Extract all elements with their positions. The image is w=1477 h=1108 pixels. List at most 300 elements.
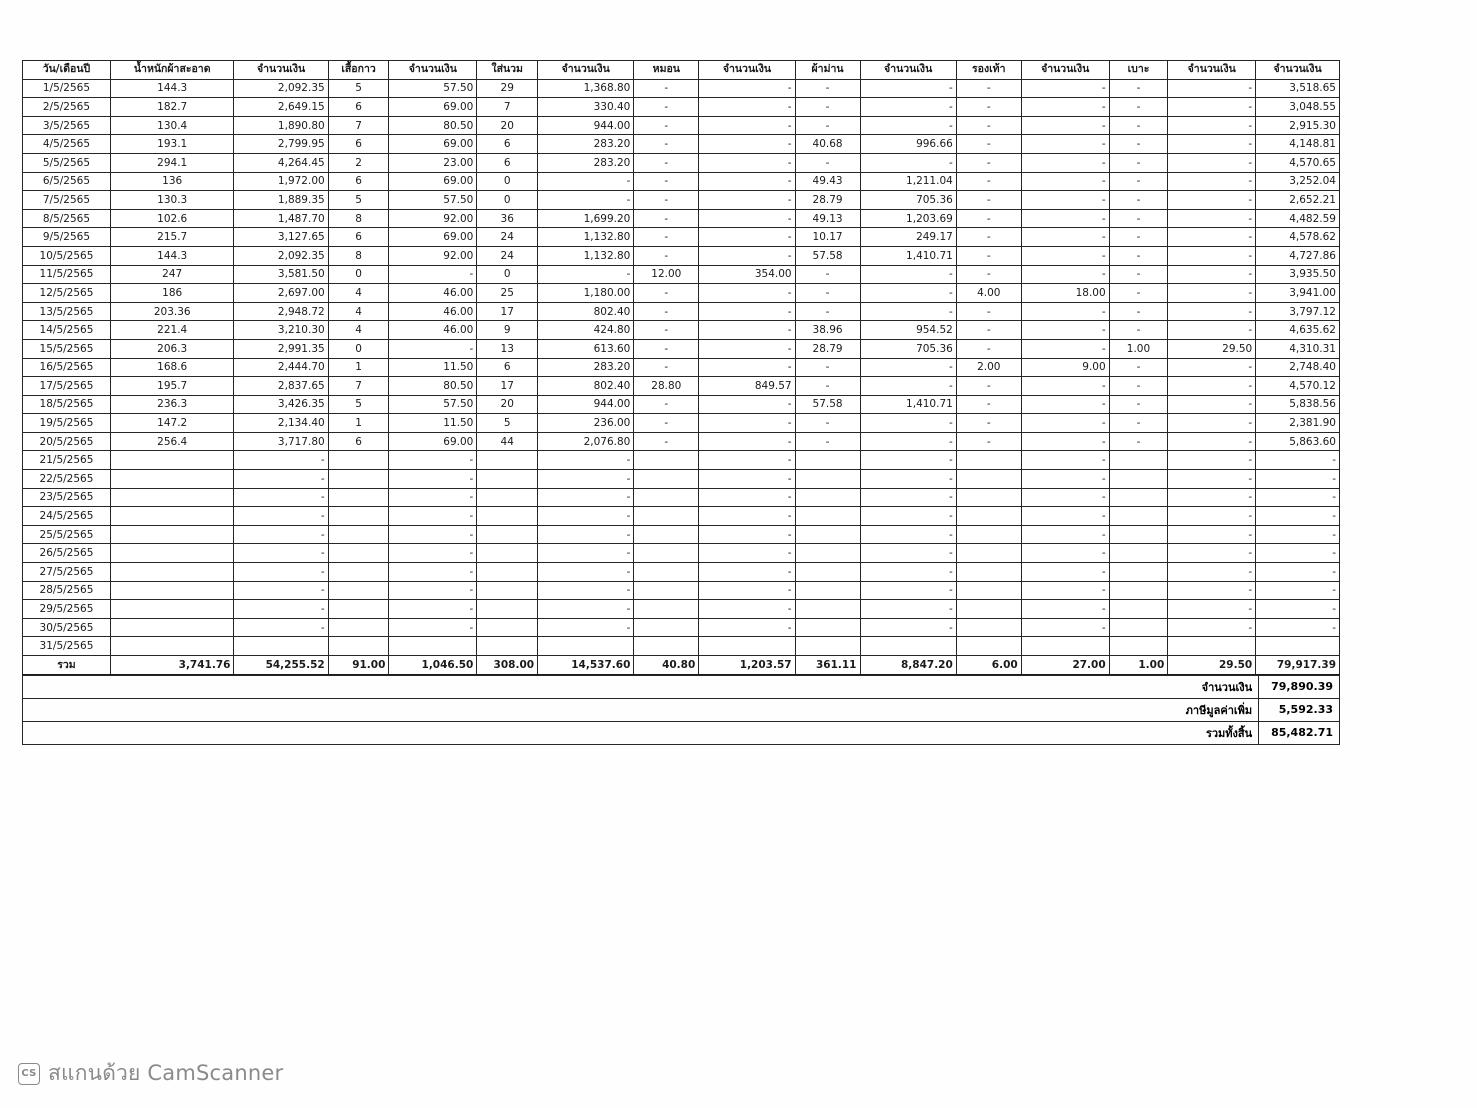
table-cell: - [956,377,1021,396]
table-cell [477,525,538,544]
table-cell [795,470,860,489]
table-cell: - [699,98,795,117]
row-date-cell: 15/5/2565 [23,339,111,358]
table-cell [795,563,860,582]
table-cell: 330.40 [538,98,634,117]
table-cell: 4,570.12 [1256,377,1340,396]
table-cell: - [1168,470,1256,489]
row-date-cell: 7/5/2565 [23,191,111,210]
table-cell: - [956,265,1021,284]
table-cell: - [860,451,956,470]
table-cell: 147.2 [110,414,234,433]
table-cell: - [860,470,956,489]
table-cell [1109,451,1168,470]
table-cell: 4 [328,284,389,303]
total-cell: 1.00 [1109,656,1168,675]
table-cell: - [699,507,795,526]
table-cell: - [538,618,634,637]
table-cell: - [1168,358,1256,377]
table-cell: 4,635.62 [1256,321,1340,340]
table-cell: - [956,246,1021,265]
table-cell [477,470,538,489]
table-cell: - [956,153,1021,172]
table-cell: 92.00 [389,246,477,265]
column-header: จำนวนเงิน [1021,61,1109,80]
table-cell: - [634,302,699,321]
table-cell: 57.50 [389,191,477,210]
table-cell: 2,652.21 [1256,191,1340,210]
table-cell: 2,134.40 [234,414,328,433]
table-row [23,302,1340,321]
table-cell: 849.57 [699,377,795,396]
total-cell: 1,046.50 [389,656,477,675]
table-cell: - [389,525,477,544]
table-row [23,246,1340,265]
table-cell: 24 [477,228,538,247]
table-cell: - [634,432,699,451]
table-cell: 69.00 [389,228,477,247]
table-cell: - [1021,246,1109,265]
table-cell: - [1168,153,1256,172]
table-header-row [23,61,1340,80]
table-cell: - [634,172,699,191]
table-cell: - [634,246,699,265]
table-cell: - [1168,228,1256,247]
table-cell [477,451,538,470]
table-cell [1109,525,1168,544]
table-cell [477,618,538,637]
camscanner-watermark [18,1057,283,1090]
table-cell: - [956,98,1021,117]
table-cell: - [956,395,1021,414]
table-cell: - [1021,116,1109,135]
table-cell: 28.79 [795,339,860,358]
table-cell: 1,132.80 [538,228,634,247]
table-row [23,284,1340,303]
table-cell: - [1021,525,1109,544]
table-cell: - [1168,618,1256,637]
table-cell: - [538,581,634,600]
column-header: จำนวนเงิน [1256,61,1340,80]
table-cell: 5 [328,79,389,98]
table-cell: 944.00 [538,395,634,414]
table-cell [1109,637,1168,656]
table-cell: 236.00 [538,414,634,433]
table-cell: 3,518.65 [1256,79,1340,98]
total-cell: 54,255.52 [234,656,328,675]
table-cell: - [795,377,860,396]
table-cell: 2,799.95 [234,135,328,154]
table-cell: 0 [328,339,389,358]
table-cell: - [1021,507,1109,526]
table-cell: - [1109,172,1168,191]
table-cell: - [634,321,699,340]
table-cell: - [795,265,860,284]
total-cell: 361.11 [795,656,860,675]
table-row [23,116,1340,135]
table-cell: 144.3 [110,246,234,265]
summary-label: ภาษีมูลค่าเพิ่ม [23,698,1259,721]
table-cell [634,451,699,470]
table-cell: 2,076.80 [538,432,634,451]
table-cell [956,600,1021,619]
table-cell: - [1168,488,1256,507]
table-cell: - [699,488,795,507]
table-cell: 6 [328,228,389,247]
table-cell: 1.00 [1109,339,1168,358]
table-cell: 944.00 [538,116,634,135]
table-cell: - [795,153,860,172]
table-row [23,135,1340,154]
table-cell: 6 [328,172,389,191]
table-cell: 4,148.81 [1256,135,1340,154]
total-cell: 79,917.39 [1256,656,1340,675]
table-cell: 57.58 [795,395,860,414]
table-cell: 6 [477,358,538,377]
table-cell: 0 [328,265,389,284]
table-cell: - [1021,488,1109,507]
table-cell: - [699,116,795,135]
table-cell: - [1109,228,1168,247]
column-header: เบาะ [1109,61,1168,80]
table-cell: - [699,209,795,228]
table-cell: - [634,209,699,228]
table-cell: - [389,507,477,526]
table-cell: - [1021,600,1109,619]
table-cell: - [538,470,634,489]
table-row [23,637,1340,656]
table-cell: - [1168,432,1256,451]
table-cell: 182.7 [110,98,234,117]
column-header: วัน/เดือนปี [23,61,111,80]
table-cell: - [1256,600,1340,619]
table-cell: - [1168,563,1256,582]
table-cell: 1,410.71 [860,246,956,265]
table-row [23,377,1340,396]
table-cell: - [699,246,795,265]
table-cell: 24 [477,246,538,265]
table-cell: - [795,284,860,303]
table-cell: - [389,451,477,470]
table-cell [956,618,1021,637]
summary-row [23,698,1340,721]
table-cell [234,637,328,656]
table-cell: 193.1 [110,135,234,154]
table-cell: - [795,79,860,98]
table-cell: - [1256,563,1340,582]
table-cell: 4,727.86 [1256,246,1340,265]
table-cell [795,507,860,526]
table-cell: 2,092.35 [234,246,328,265]
table-cell: - [1168,302,1256,321]
table-cell: - [234,525,328,544]
table-cell: 10.17 [795,228,860,247]
table-cell: - [1168,116,1256,135]
table-cell: - [860,153,956,172]
table-row [23,358,1340,377]
table-cell [110,544,234,563]
table-cell: 4,310.31 [1256,339,1340,358]
table-cell: 2,991.35 [234,339,328,358]
table-cell: - [956,191,1021,210]
table-cell: 5,838.56 [1256,395,1340,414]
table-cell: - [860,414,956,433]
table-cell: - [1109,98,1168,117]
table-cell: 102.6 [110,209,234,228]
table-cell: - [234,618,328,637]
table-row [23,191,1340,210]
table-cell [110,618,234,637]
table-cell: - [1109,302,1168,321]
table-row [23,414,1340,433]
table-cell: - [538,563,634,582]
table-cell: - [956,228,1021,247]
row-date-cell: 6/5/2565 [23,172,111,191]
table-cell: - [1021,414,1109,433]
row-date-cell: 20/5/2565 [23,432,111,451]
table-cell: - [795,116,860,135]
table-cell [389,637,477,656]
table-cell: 57.50 [389,395,477,414]
table-cell: - [956,172,1021,191]
table-cell [634,488,699,507]
table-cell: 954.52 [860,321,956,340]
table-cell: 6 [328,432,389,451]
table-cell: - [1109,321,1168,340]
row-date-cell: 28/5/2565 [23,581,111,600]
column-header: จำนวนเงิน [389,61,477,80]
column-header: หมอน [634,61,699,80]
table-cell: - [1168,265,1256,284]
table-cell: 236.3 [110,395,234,414]
table-cell: 36 [477,209,538,228]
table-cell [956,581,1021,600]
table-cell: - [1021,581,1109,600]
table-cell: - [1021,265,1109,284]
row-date-cell: 31/5/2565 [23,637,111,656]
table-cell: 802.40 [538,302,634,321]
table-cell: - [1168,246,1256,265]
row-date-cell: 9/5/2565 [23,228,111,247]
table-cell: 283.20 [538,135,634,154]
table-cell: - [1021,172,1109,191]
table-cell: 7 [477,98,538,117]
table-cell: - [699,414,795,433]
table-cell: 7 [328,377,389,396]
table-cell: - [634,135,699,154]
table-cell: 2,837.65 [234,377,328,396]
summary-value: 5,592.33 [1259,698,1340,721]
table-cell: 18.00 [1021,284,1109,303]
table-cell [110,507,234,526]
table-cell: 6 [477,135,538,154]
table-cell: 705.36 [860,339,956,358]
table-row [23,98,1340,117]
table-cell: 3,935.50 [1256,265,1340,284]
table-cell: 29 [477,79,538,98]
table-cell [634,563,699,582]
table-cell: 4,578.62 [1256,228,1340,247]
table-cell: - [860,302,956,321]
summary-value: 79,890.39 [1259,675,1340,698]
table-cell: 1,487.70 [234,209,328,228]
table-cell: - [538,488,634,507]
column-header: น้ำหนักผ้าสะอาด [110,61,234,80]
column-header: จำนวนเงิน [860,61,956,80]
table-cell [110,563,234,582]
table-cell: - [1168,395,1256,414]
table-cell [477,488,538,507]
table-cell: - [1021,432,1109,451]
table-cell: - [234,451,328,470]
column-header: จำนวนเงิน [234,61,328,80]
table-cell: - [1168,79,1256,98]
table-cell: 46.00 [389,302,477,321]
table-row [23,563,1340,582]
table-row [23,507,1340,526]
table-cell: - [634,228,699,247]
table-cell: - [389,563,477,582]
row-date-cell: 10/5/2565 [23,246,111,265]
table-cell: - [956,302,1021,321]
table-cell [1109,581,1168,600]
table-cell: - [634,191,699,210]
table-cell: - [538,265,634,284]
table-cell: 5 [477,414,538,433]
table-cell: - [1168,172,1256,191]
table-cell: - [795,358,860,377]
table-cell: - [699,395,795,414]
row-date-cell: 21/5/2565 [23,451,111,470]
table-cell: - [1168,284,1256,303]
table-cell: - [795,414,860,433]
table-cell [538,637,634,656]
table-cell: - [538,451,634,470]
table-row [23,488,1340,507]
table-cell [1109,600,1168,619]
table-cell [795,637,860,656]
table-cell: 5 [328,191,389,210]
row-date-cell: 11/5/2565 [23,265,111,284]
table-cell [1109,507,1168,526]
table-cell: - [538,544,634,563]
table-cell: 57.50 [389,79,477,98]
table-cell [110,581,234,600]
total-cell: 91.00 [328,656,389,675]
table-cell: - [1109,79,1168,98]
table-cell: - [634,153,699,172]
table-cell: 2,948.72 [234,302,328,321]
table-cell: 294.1 [110,153,234,172]
table-cell: - [1109,116,1168,135]
table-cell: 11.50 [389,358,477,377]
table-cell: 1,410.71 [860,395,956,414]
table-cell [795,488,860,507]
table-cell: - [860,525,956,544]
table-cell: 44 [477,432,538,451]
table-cell: - [1168,581,1256,600]
column-header: ผ้าม่าน [795,61,860,80]
table-cell: - [1021,339,1109,358]
table-cell: - [1021,618,1109,637]
table-cell [110,470,234,489]
table-cell: 1,180.00 [538,284,634,303]
table-cell: - [956,209,1021,228]
table-cell: - [699,525,795,544]
table-cell [328,470,389,489]
row-date-cell: 30/5/2565 [23,618,111,637]
table-cell: - [1109,135,1168,154]
table-cell: 3,797.12 [1256,302,1340,321]
table-cell: - [1256,525,1340,544]
table-cell: - [699,563,795,582]
table-cell: - [538,172,634,191]
table-cell: - [699,135,795,154]
column-header: จำนวนเงิน [699,61,795,80]
table-cell: 802.40 [538,377,634,396]
table-cell: 4.00 [956,284,1021,303]
table-cell: 613.60 [538,339,634,358]
table-row [23,618,1340,637]
table-cell: - [699,600,795,619]
table-row [23,581,1340,600]
table-cell: - [1109,265,1168,284]
total-cell: 29.50 [1168,656,1256,675]
table-cell: 46.00 [389,284,477,303]
table-cell [634,507,699,526]
table-cell: 221.4 [110,321,234,340]
table-cell: 4,570.65 [1256,153,1340,172]
table-cell: - [1256,470,1340,489]
total-cell: 40.80 [634,656,699,675]
table-cell: 6 [477,153,538,172]
table-cell [795,544,860,563]
table-cell: 1,368.80 [538,79,634,98]
table-cell: - [860,432,956,451]
table-cell: - [634,116,699,135]
total-cell: 6.00 [956,656,1021,675]
table-cell: 1,211.04 [860,172,956,191]
row-date-cell: 26/5/2565 [23,544,111,563]
table-cell: - [1168,600,1256,619]
table-cell: 23.00 [389,153,477,172]
table-cell: - [860,581,956,600]
table-cell [1256,637,1340,656]
table-cell: - [1021,153,1109,172]
table-cell [110,525,234,544]
table-cell: - [1109,414,1168,433]
row-date-cell: 1/5/2565 [23,79,111,98]
total-cell: รวม [23,656,111,675]
table-cell: - [634,358,699,377]
row-date-cell: 23/5/2565 [23,488,111,507]
table-cell: - [956,79,1021,98]
table-cell: 1,972.00 [234,172,328,191]
table-cell: 186 [110,284,234,303]
table-cell: - [1109,432,1168,451]
table-body [23,79,1340,674]
table-cell: 80.50 [389,116,477,135]
row-date-cell: 19/5/2565 [23,414,111,433]
table-cell: 20 [477,395,538,414]
table-cell: - [1021,451,1109,470]
table-cell [110,600,234,619]
table-cell: 49.43 [795,172,860,191]
table-cell: 283.20 [538,153,634,172]
table-cell [328,525,389,544]
table-cell: - [538,525,634,544]
table-cell: - [956,321,1021,340]
